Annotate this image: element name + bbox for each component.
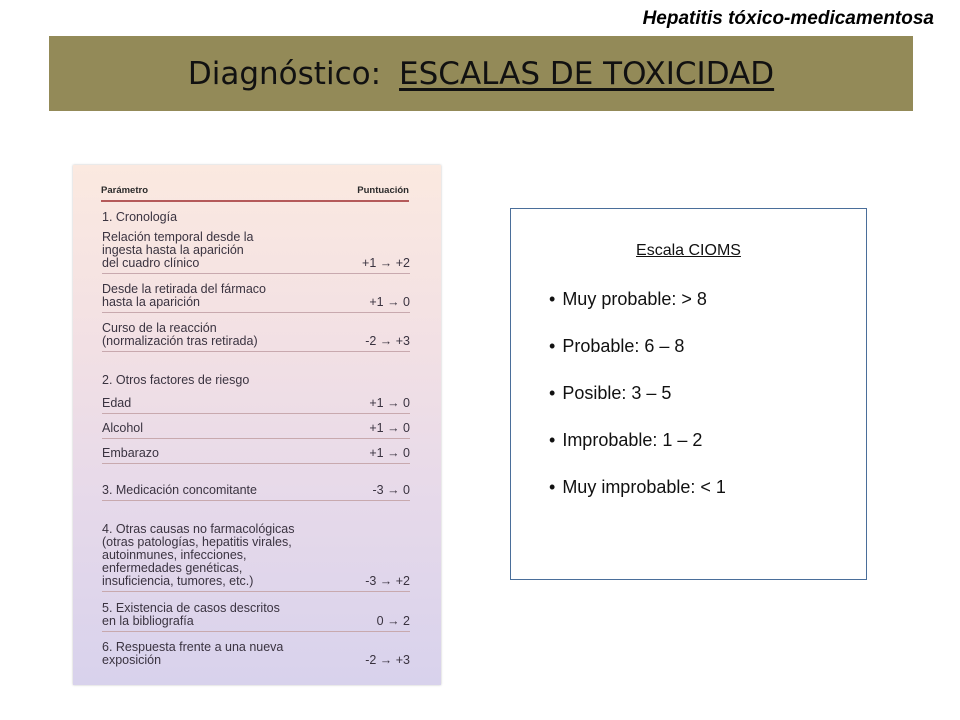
row-score: +1 → +2 — [362, 256, 410, 270]
col-score-header: Puntuación — [357, 185, 409, 196]
slide-title — [188, 56, 774, 92]
table-row — [102, 283, 410, 313]
row-param: Edad — [102, 396, 132, 410]
row-score: +1 → 0 — [369, 421, 410, 435]
row-score: -3 → 0 — [372, 483, 410, 497]
row-score: +1 → 0 — [369, 396, 410, 410]
table-row — [102, 231, 410, 274]
cioms-scale-box — [510, 208, 867, 580]
row-param: Relación temporal desde la ingesta hasta la aparición del cuadro clínico — [102, 230, 254, 270]
row-param: Desde la retirada del fármaco hasta la aparición — [102, 282, 266, 309]
row-param: Alcohol — [102, 421, 143, 435]
row-param: Curso de la reacción (normalización tras retirada) — [102, 321, 258, 348]
row-score: -2 → +3 — [365, 334, 410, 348]
cioms-list — [549, 287, 726, 522]
row-param: 4. Otras causas no farmacológicas (otras patologías, hepatitis virales, autoinmunes, infecciones, enfermedades genéticas, insuficiencia, tumores, etc.) — [102, 522, 295, 588]
title-main: ESCALAS DE TOXICIDAD — [399, 55, 775, 92]
row-param: 6. Respuesta frente a una nueva exposición — [102, 640, 284, 667]
title-banner — [49, 36, 913, 111]
table-row — [102, 422, 410, 439]
list-item: • Muy probable: > 8 — [549, 287, 726, 334]
row-param: 3. Medicación concomitante — [102, 483, 257, 497]
table-row — [102, 602, 410, 632]
row-score: +1 → 0 — [369, 295, 410, 309]
list-item: • Posible: 3 – 5 — [549, 381, 726, 428]
list-item: • Probable: 6 – 8 — [549, 334, 726, 381]
row-score: +1 → 0 — [369, 446, 410, 460]
row-param: 5. Existencia de casos descritos en la bibliografía — [102, 601, 280, 628]
row-score: 0 → 2 — [376, 614, 410, 628]
col-param-header: Parámetro — [101, 185, 148, 196]
list-item: • Muy improbable: < 1 — [549, 475, 726, 522]
list-item: • Improbable: 1 – 2 — [549, 428, 726, 475]
table-row — [102, 523, 410, 592]
table-row — [102, 484, 410, 501]
cioms-title: Escala CIOMS — [636, 242, 741, 259]
row-score: -2 → +3 — [365, 653, 410, 667]
table-row — [102, 397, 410, 414]
slide-tag: Hepatitis tóxico-medicamentosa — [642, 8, 934, 29]
row-score: -3 → +2 — [365, 574, 410, 588]
row-param: Embarazo — [102, 446, 159, 460]
title-lead: Diagnóstico: — [187, 55, 382, 92]
scoring-table-image — [73, 165, 441, 685]
table-row — [102, 641, 410, 670]
section-heading: 1. Cronología — [102, 210, 178, 224]
section-heading: 2. Otros factores de riesgo — [102, 373, 250, 387]
table-row — [102, 447, 410, 464]
table-header — [101, 185, 409, 202]
table-row — [102, 322, 410, 352]
